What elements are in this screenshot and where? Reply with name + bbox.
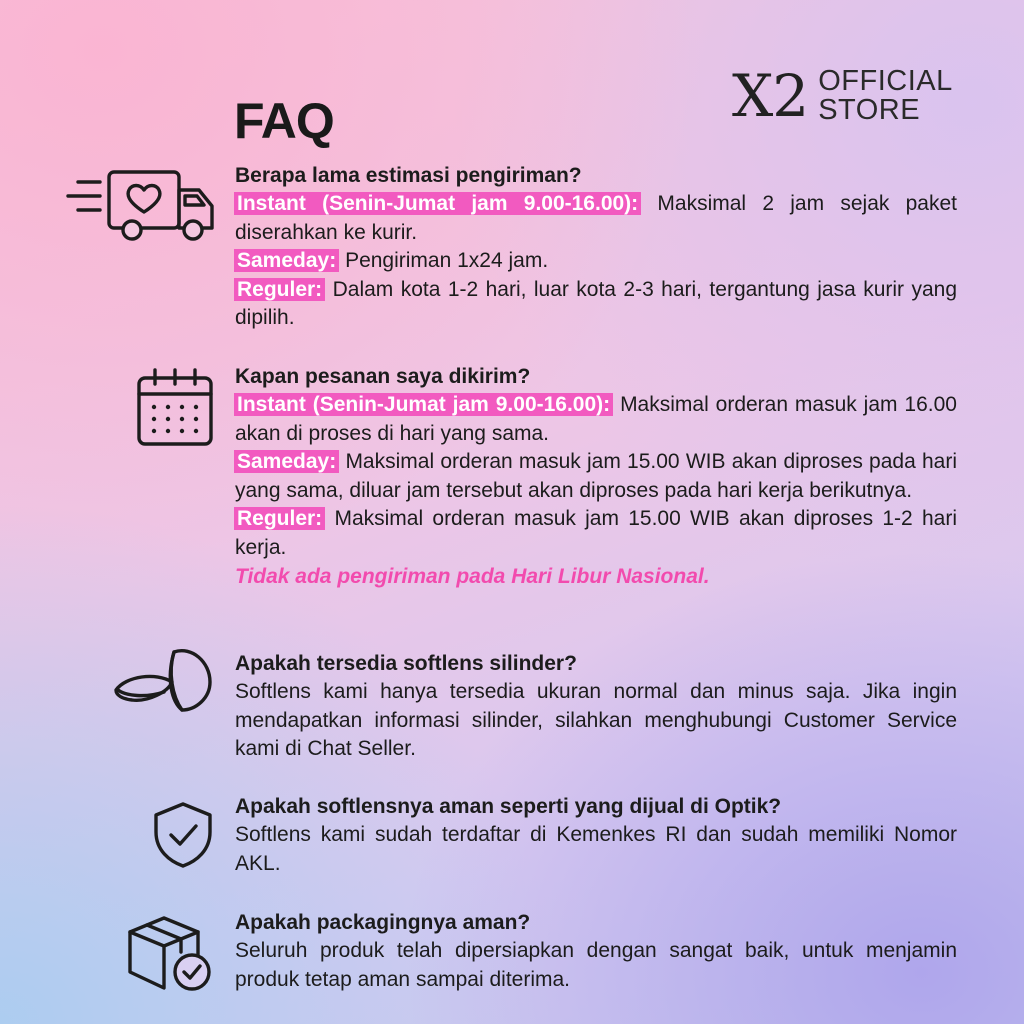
faq-question: Apakah packagingnya aman? (235, 911, 531, 934)
faq-answer-text: Maksimal orderan masuk jam 15.00 WIB akan diproses 1-2 hari kerja. (235, 507, 957, 559)
logo-mark: X2 (732, 62, 809, 130)
store-logo (732, 62, 953, 130)
delivery-truck-heart-icon (64, 168, 216, 244)
faq-shipping-estimate (235, 162, 957, 333)
shipping-type-label: Reguler: (234, 278, 325, 301)
shipping-type-label: Reguler: (234, 507, 325, 530)
faq-answer: Seluruh produk telah dipersiapkan dengan sangat baik, untuk menjamin produk tetap aman sampai diterima. (235, 939, 957, 991)
page-title: FAQ (234, 93, 334, 149)
shipping-type-label: Sameday: (234, 249, 339, 272)
faq-safety (235, 793, 957, 878)
shield-check-icon (150, 800, 216, 870)
faq-answer-item (235, 505, 957, 562)
faq-question: Apakah tersedia softlens silinder? (235, 652, 577, 675)
shipping-type-label: Instant (Senin-Jumat jam 9.00-16.00): (234, 192, 641, 215)
faq-answer-text: Pengiriman 1x24 jam. (345, 249, 549, 273)
faq-answer-text: Maksimal orderan masuk jam 16.00 akan di proses di hari yang sama. (235, 393, 957, 445)
contact-lens-icon (112, 642, 216, 716)
faq-answer-item (235, 391, 957, 448)
faq-question: Kapan pesanan saya dikirim? (235, 365, 531, 388)
faq-order-dispatch (235, 363, 957, 591)
faq-answer-item (235, 247, 957, 276)
faq-cylinder-lens (235, 650, 957, 764)
faq-answer-text: Dalam kota 1-2 hari, luar kota 2-3 hari, tergantung jasa kurir yang dipilih. (235, 277, 957, 330)
faq-answer-text: Maksimal orderan masuk jam 15.00 WIB akan diproses pada hari yang sama, diluar jam tersebut akan diproses pada hari kerja berikutnya. (235, 450, 957, 502)
shipping-type-label: Sameday: (234, 450, 339, 473)
faq-answer-item (235, 448, 957, 505)
faq-packaging (235, 909, 957, 994)
logo-line-2: STORE (818, 94, 921, 126)
faq-answer-item (235, 276, 957, 333)
faq-answer: Softlens kami hanya tersedia ukuran normal dan minus saja. Jika ingin mendapatkan informasi silinder, silahkan menghubungi Customer Service kami di Chat Seller. (235, 680, 957, 761)
logo-line-1: OFFICIAL (818, 65, 953, 97)
calendar-icon (136, 367, 214, 447)
logo-text (818, 67, 953, 125)
shipping-type-label: Instant (Senin-Jumat jam 9.00-16.00): (234, 393, 613, 416)
faq-answer-text: Maksimal 2 jam sejak paket diserahkan ke kurir. (235, 192, 957, 244)
faq-answer-item (235, 190, 957, 247)
holiday-note: Tidak ada pengiriman pada Hari Libur Nasional. (235, 564, 710, 588)
package-check-icon (122, 912, 218, 996)
faq-question: Berapa lama estimasi pengiriman? (235, 164, 582, 187)
faq-question: Apakah softlensnya aman seperti yang dijual di Optik? (235, 795, 782, 818)
faq-answer: Softlens kami sudah terdaftar di Kemenkes RI dan sudah memiliki Nomor AKL. (235, 823, 957, 875)
